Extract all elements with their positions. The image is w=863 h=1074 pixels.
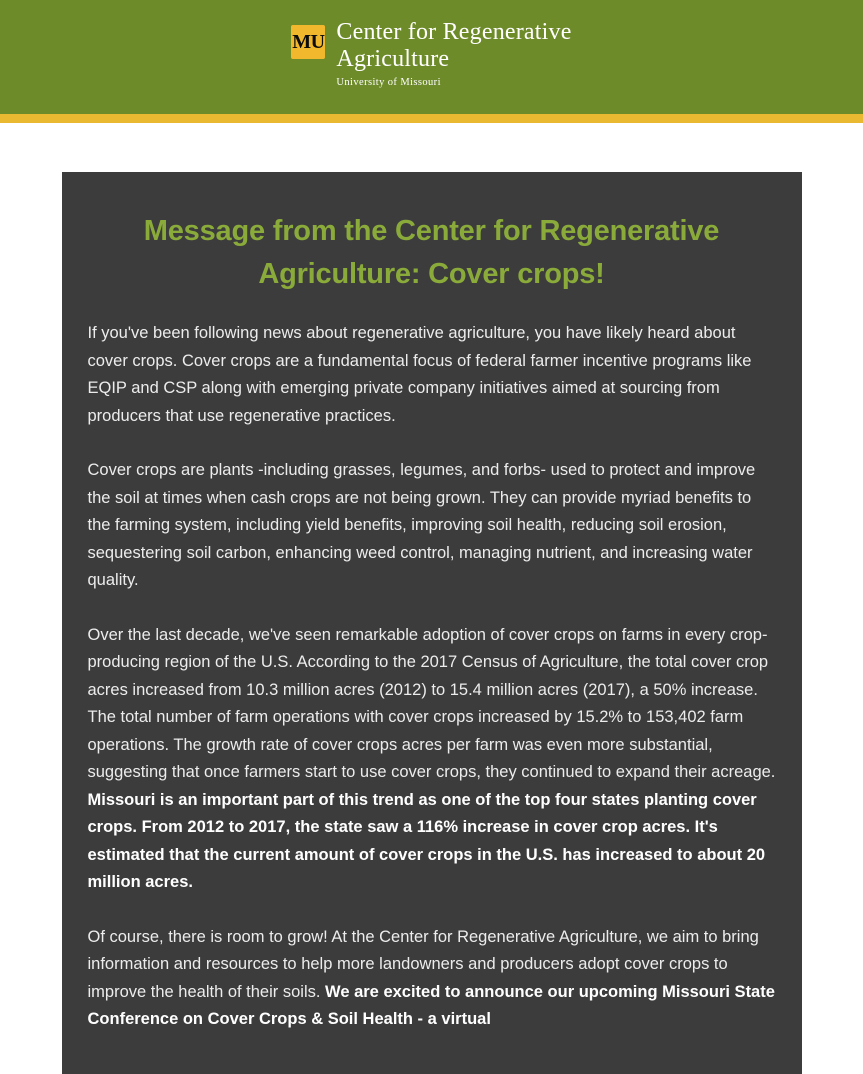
article-body — [86, 320, 778, 1034]
body-text: Over the last decade, we've seen remarkable adoption of cover crops on farms in every crop-producing region of the U.S. According to the 2017 Census of Agriculture, the total cover crop acres increased from 10.3 million acres (2012) to 15.4 million acres (2017), a 50% increase. The total number of farm operations with cover crops increased by 15.2% to 153,402 farm operations. The growth rate of cover crops acres per farm was even more substantial, suggesting that once farmers start to use cover crops, they continued to expand their acreage. — [87, 625, 776, 781]
emphasis-text: We are excited to announce our upcoming Missouri State Conference on Cover Crops & Soil Health - a virtual — [87, 982, 775, 1028]
article-paragraph — [86, 320, 778, 430]
body-text: Of course, there is room to grow! At the Center for Regenerative Agriculture, we aim to bring information and resources to help more landowners and producers adopt cover crops to improve the health of their soils. — [87, 927, 759, 1001]
logo-line-1: Center for Regenerative — [336, 18, 572, 45]
logo-wordmark — [336, 19, 571, 90]
article-card — [62, 172, 802, 1074]
logo-line-2: Agriculture — [336, 45, 450, 72]
emphasis-text: Missouri is an important part of this trend as one of the top four states planting cover crops. From 2012 to 2017, the state saw a 116% increase in cover crop acres. It's estimated that the current amount of cover crops in the U.S. has increased to about 20 million acres. — [87, 790, 766, 891]
mu-logo-icon — [291, 25, 325, 59]
logo-subtitle: University of Missouri — [336, 76, 441, 88]
body-text: Cover crops are plants -including grasses, legumes, and forbs- used to protect and improve the soil at times when cash crops are not being grown. They can provide myriad benefits to the farming system, including yield benefits, improving soil health, reducing soil erosion, sequestering soil carbon, enhancing weed control, managing nutrient, and increasing water quality. — [87, 461, 756, 589]
page-body — [0, 123, 863, 1074]
site-header — [0, 0, 863, 114]
article-paragraph — [86, 622, 778, 897]
article-paragraph — [86, 924, 778, 1034]
article-paragraph — [86, 457, 778, 595]
page-title: Message from the Center for Regenerative Agriculture: Cover crops! — [143, 215, 720, 290]
header-accent-rule — [0, 114, 863, 123]
mu-logo-icon-label: MU — [292, 30, 325, 53]
body-text: If you've been following news about regenerative agriculture, you have likely heard about cover crops. Cover crops are a fundamental focus of federal farmer incentive programs like EQIP and CSP along with emerging private company initiatives aimed at sourcing from producers that use regenerative practices. — [87, 324, 752, 425]
mu-logo-lockup[interactable] — [291, 19, 571, 90]
